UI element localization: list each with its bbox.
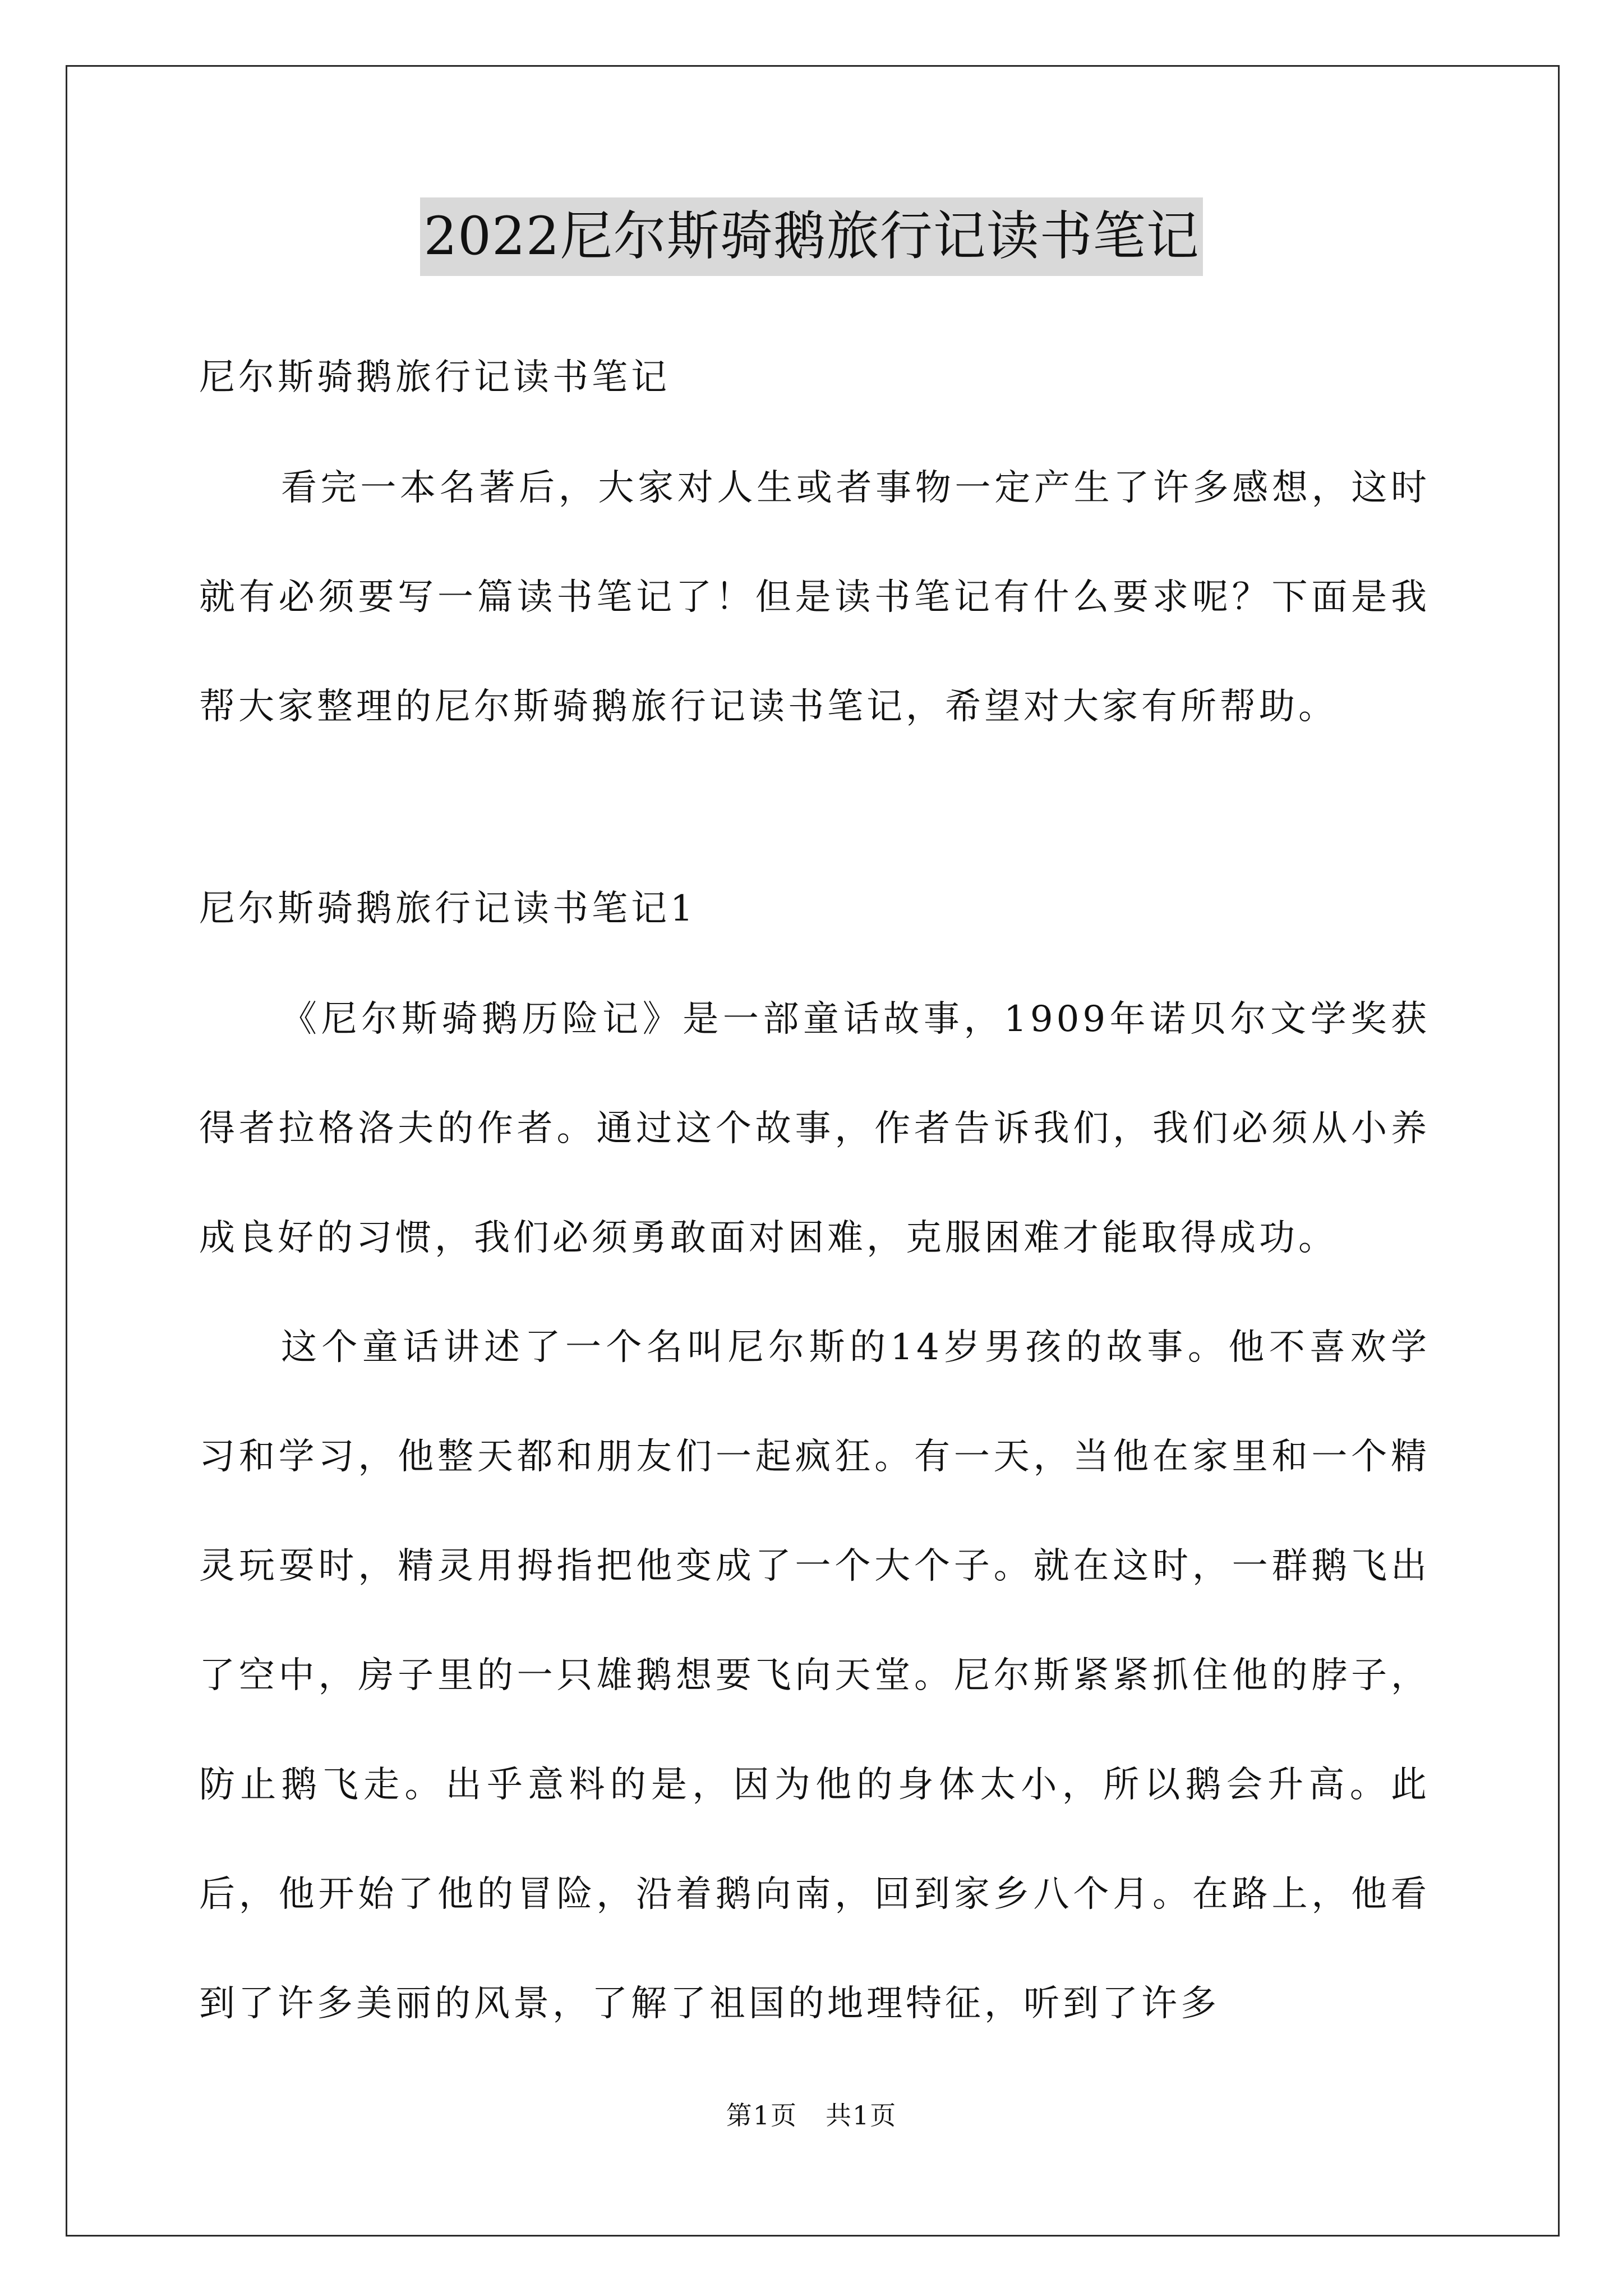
page-footer bbox=[0, 2095, 1623, 2132]
page-total: 共1页 bbox=[825, 2100, 897, 2131]
page-number: 第1页 bbox=[726, 2100, 798, 2131]
section-1-paragraph-1: 《尼尔斯骑鹅历险记》是一部童话故事，1909年诺贝尔文学奖获得者拉格洛夫的作者。通过这个故事，作者告诉我们，我们必须从小养成良好的习惯，我们必须勇敢面对困难，克服困难才能取得成功。 bbox=[199, 999, 1430, 1259]
document-title: 2022尼尔斯骑鹅旅行记读书笔记 bbox=[420, 197, 1202, 276]
section-1-paragraph-2: 这个童话讲述了一个名叫尼尔斯的14岁男孩的故事。他不喜欢学习和学习，他整天都和朋友们一起疯狂。有一天，当他在家里和一个精灵玩耍时，精灵用拇指把他变成了一个大个子。就在这时，一群鹅飞出了空中，房子里的一只雄鹅想要飞向天堂。尼尔斯紧紧抓住他的脖子，防止鹅飞走。出乎意料的是，因为他的身体太小，所以鹅会升高。此后，他开始了他的冒险，沿着鹅向南，回到家乡八个月。在路上，他看到了许多美丽的风景，了解了祖国的地理特征，听到了许多 bbox=[199, 1327, 1430, 2024]
section-1-heading: 尼尔斯骑鹅旅行记读书笔记1 bbox=[199, 888, 697, 930]
intro-paragraph: 看完一本名著后，大家对人生或者事物一定产生了许多感想，这时就有必须要写一篇读书笔记了！但是读书笔记有什么要求呢？下面是我帮大家整理的尼尔斯骑鹅旅行记读书笔记，希望对大家有所帮助。 bbox=[199, 467, 1430, 728]
title-container bbox=[0, 197, 1623, 276]
document-subtitle: 尼尔斯骑鹅旅行记读书笔记 bbox=[199, 357, 670, 398]
